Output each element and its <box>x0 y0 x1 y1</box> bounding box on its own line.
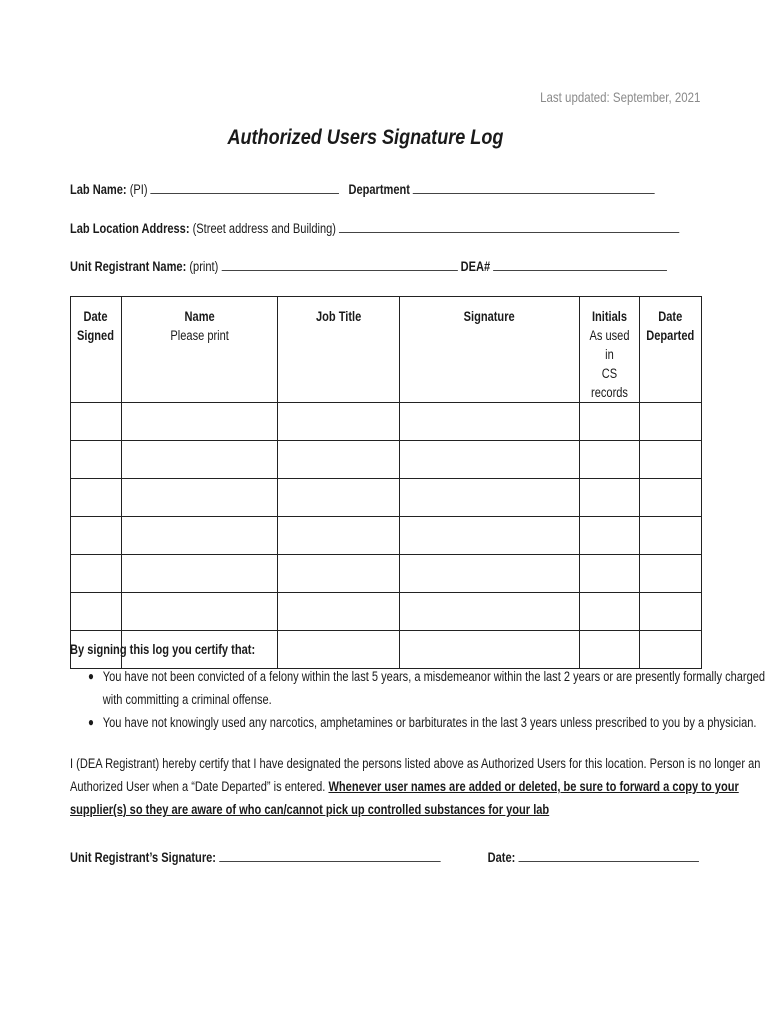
job-title-cell[interactable] <box>278 555 400 593</box>
signature-cell[interactable] <box>400 441 580 479</box>
date-departed-cell[interactable] <box>640 631 702 669</box>
signature-cell[interactable] <box>400 479 580 517</box>
lab-name-label: Lab Name: <box>70 182 127 197</box>
lab-location-hint: (Street address and Building) <box>192 221 337 236</box>
date-departed-cell[interactable] <box>640 479 702 517</box>
unit-registrant-hint: (print) <box>189 259 219 274</box>
table-row <box>71 441 702 479</box>
signature-cell[interactable] <box>400 555 580 593</box>
date-signed-cell[interactable] <box>71 593 122 631</box>
table-body <box>71 403 702 669</box>
unit-registrant-row <box>70 259 667 274</box>
table-row <box>71 593 702 631</box>
column-header-date-signed: Date Signed <box>71 297 122 403</box>
date-label: Date: <box>487 850 516 865</box>
date-signed-cell[interactable] <box>71 517 122 555</box>
registrant-certification-paragraph <box>70 752 760 821</box>
signature-cell[interactable] <box>400 403 580 441</box>
date-field[interactable] <box>518 850 698 862</box>
initials-cell[interactable] <box>580 593 640 631</box>
table-row <box>71 403 702 441</box>
initials-cell[interactable] <box>580 403 640 441</box>
date-signed-cell[interactable] <box>71 479 122 517</box>
name-cell[interactable] <box>122 479 278 517</box>
date-departed-cell[interactable] <box>640 441 702 479</box>
initials-cell[interactable] <box>580 517 640 555</box>
job-title-cell[interactable] <box>278 441 400 479</box>
name-cell[interactable] <box>122 403 278 441</box>
date-signed-cell[interactable] <box>71 555 122 593</box>
name-cell[interactable] <box>122 593 278 631</box>
dea-label: DEA# <box>460 259 491 274</box>
certification-list <box>88 665 766 734</box>
lab-name-field[interactable] <box>151 182 340 194</box>
unit-registrant-field[interactable] <box>221 259 457 271</box>
unit-registrant-label: Unit Registrant Name: <box>70 259 187 274</box>
lab-location-field[interactable] <box>339 221 679 233</box>
certification-heading: By signing this log you certify that: <box>70 642 256 657</box>
signature-cell[interactable] <box>400 631 580 669</box>
lab-location-label: Lab Location Address: <box>70 221 190 236</box>
date-signed-cell[interactable] <box>71 441 122 479</box>
last-updated-text: Last updated: September, 2021 <box>539 89 700 105</box>
paragraph-line-1: I (DEA Registrant) hereby certify that I have designated the persons listed above as Authorized Users for this location. Person is no longer an <box>70 756 761 771</box>
table-row <box>71 517 702 555</box>
paragraph-emphasis-1: Whenever user names are added or deleted, be sure to forward a copy to your <box>328 779 739 794</box>
table-row <box>71 555 702 593</box>
certification-item-text-1a: You have not been convicted of a felony within the last 5 years, a misdemeanor within the last 2 years or are presently formally charged <box>102 669 766 684</box>
job-title-cell[interactable] <box>278 631 400 669</box>
signature-cell[interactable] <box>400 593 580 631</box>
column-header-job-title: Job Title <box>278 297 400 403</box>
document-title <box>0 126 730 150</box>
name-cell[interactable] <box>122 555 278 593</box>
certification-item-text-1b: with committing a criminal offense. <box>102 692 272 707</box>
lab-name-hint: (PI) <box>129 182 148 197</box>
table-header-row <box>71 297 702 403</box>
paragraph-line-2: Authorized User when a “Date Departed” is entered. <box>70 779 326 794</box>
name-cell[interactable] <box>122 517 278 555</box>
registrant-signature-label: Unit Registrant’s Signature: <box>70 850 216 865</box>
signature-cell[interactable] <box>400 517 580 555</box>
table-row <box>71 479 702 517</box>
dea-field[interactable] <box>493 259 667 271</box>
job-title-cell[interactable] <box>278 479 400 517</box>
column-header-signature: Signature <box>400 297 580 403</box>
certification-item <box>88 711 757 734</box>
column-header-name: Name Please print <box>122 297 278 403</box>
signature-log-table <box>70 296 702 669</box>
name-cell[interactable] <box>122 441 278 479</box>
initials-cell[interactable] <box>580 631 640 669</box>
certification-item-text-2: You have not knowingly used any narcotics, amphetamines or barbiturates in the last 3 years unless prescribed to you by a physician. <box>102 715 757 730</box>
job-title-cell[interactable] <box>278 517 400 555</box>
bullet-icon: ● <box>88 715 94 729</box>
registrant-signature-field[interactable] <box>219 850 440 862</box>
date-departed-cell[interactable] <box>640 555 702 593</box>
certification-item <box>88 665 766 711</box>
initials-cell[interactable] <box>580 441 640 479</box>
column-header-date-departed: Date Departed <box>640 297 702 403</box>
department-field[interactable] <box>413 182 655 194</box>
bullet-icon: ● <box>88 669 94 683</box>
initials-cell[interactable] <box>580 479 640 517</box>
date-signed-cell[interactable] <box>71 403 122 441</box>
department-label: Department <box>348 182 410 197</box>
date-departed-cell[interactable] <box>640 517 702 555</box>
document-title-text: Authorized Users Signature Log <box>227 126 503 149</box>
column-header-initials: Initials As used in CS records <box>580 297 640 403</box>
paragraph-emphasis-2: supplier(s) so they are aware of who can/cannot pick up controlled substances for your lab <box>70 802 550 817</box>
lab-name-row <box>70 182 655 197</box>
initials-cell[interactable] <box>580 555 640 593</box>
signature-row <box>70 850 699 865</box>
job-title-cell[interactable] <box>278 593 400 631</box>
date-departed-cell[interactable] <box>640 403 702 441</box>
job-title-cell[interactable] <box>278 403 400 441</box>
lab-location-row <box>70 221 679 236</box>
date-departed-cell[interactable] <box>640 593 702 631</box>
